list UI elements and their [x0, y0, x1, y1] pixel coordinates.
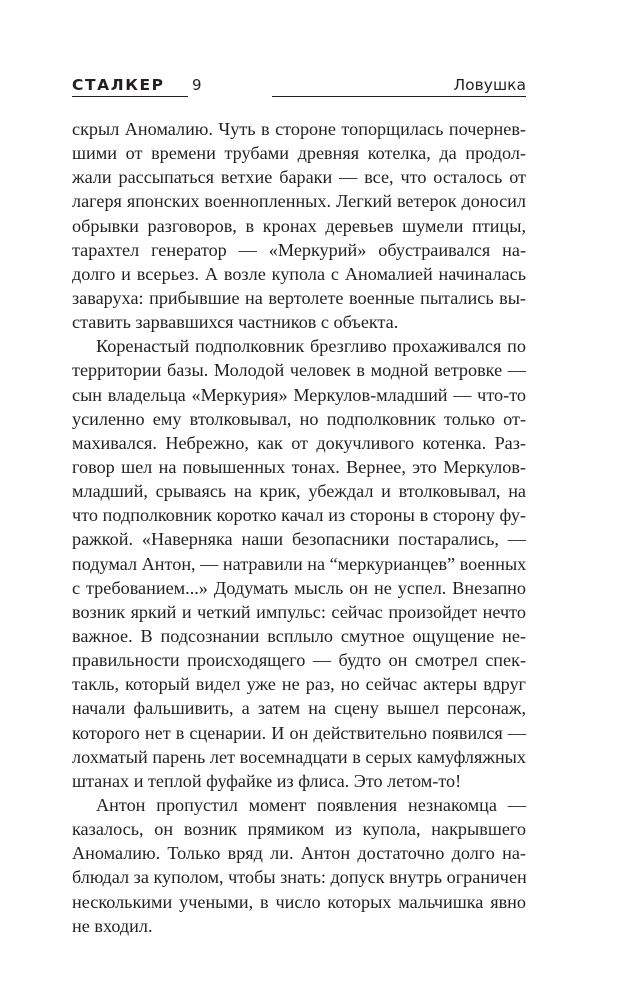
- text-line: Антон пропустил момент появления незнакомца —: [96, 794, 526, 815]
- text-line: Коренастый подполковник брезгливо прохаживался по: [96, 336, 526, 357]
- text-line: начали фальшивить, а затем на сцену вышел персонаж,: [72, 698, 526, 719]
- text-line: возник яркий и четкий импульс: сейчас произойдет нечто: [72, 601, 526, 622]
- text-line: такль, который видел уже не раз, но сейчас актеры вдруг: [72, 674, 526, 695]
- text-line: тарахтел генератор — «Меркурий» обустраивался на-: [72, 239, 526, 260]
- text-line: скрыл Аномалию. Чуть в стороне топорщилась почернев-: [72, 119, 526, 139]
- text-line: говор шел на повышенных тонах. Вернее, это Меркулов-: [72, 456, 526, 477]
- text-line: штанах и теплой фуфайке из флиса. Это летом-то!: [72, 770, 462, 791]
- text-line: ставить зарвавшихся частников с объекта.: [72, 312, 399, 333]
- text-line: что подполковник коротко качал из стороны в сторону фу-: [72, 505, 526, 526]
- chapter-title: Ловушка: [453, 76, 526, 94]
- text-line: жали рассыпаться ветхие бараки — все, что осталось от: [72, 167, 526, 188]
- text-line: лагеря японских военнопленных. Легкий ветерок доносил: [72, 191, 526, 212]
- text-line: правильности происходящего — будто он смотрел спек-: [72, 650, 526, 671]
- body-text: [72, 117, 526, 938]
- text-line: несколькими учеными, в число которых мальчишка явно: [72, 891, 526, 912]
- text-line: младший, срываясь на крик, убеждал и втолковывал, на: [72, 481, 526, 502]
- text-line: подумал Антон, — натравили на “меркурианцев” военных: [72, 553, 527, 574]
- text-line: ражкой. «Наверняка наши безопасники постарались, —: [72, 529, 526, 550]
- text-line: усиленно ему втолковывал, но подполковник только от-: [72, 408, 526, 429]
- text-line: махивался. Небрежно, как от докучливого котенка. Раз-: [72, 432, 526, 453]
- series-title: СТАЛКЕР: [72, 76, 165, 94]
- text-line: сын владельца «Меркурия» Меркулов-младший — что-то: [72, 384, 526, 405]
- header-rule-left: [72, 96, 188, 97]
- text-line: долго и всерьез. А возле купола с Аномалией начиналась: [72, 263, 526, 284]
- running-header: [72, 72, 526, 98]
- text-line: с требованием...» Додумать мысль он не успел. Внезапно: [72, 577, 526, 598]
- paragraph: [72, 334, 526, 793]
- header-rule-right: [272, 96, 526, 97]
- page-number: 9: [192, 76, 202, 94]
- text-line: обрывки разговоров, в кронах деревьев шумели птицы,: [72, 215, 526, 236]
- text-line: шими от времени трубами древняя котелка, да продол-: [72, 143, 526, 164]
- paragraph: [72, 793, 526, 938]
- text-line: блюдал за куполом, чтобы знать: допуск внутрь ограничен: [72, 867, 527, 888]
- text-line: лохматый парень лет восемнадцати в серых камуфляжных: [72, 746, 526, 767]
- text-line: которого нет в сценарии. И он действительно появился —: [72, 722, 526, 743]
- text-line: казалось, он возник прямиком из купола, накрывшего: [72, 819, 526, 840]
- text-line: заваруха: прибывшие на вертолете военные пытались вы-: [72, 287, 526, 308]
- text-line: территории базы. Молодой человек в модной ветровке —: [72, 360, 526, 381]
- paragraph: [72, 117, 526, 334]
- text-line: не входил.: [72, 915, 153, 936]
- text-line: важное. В подсознании всплыло смутное ощущение не-: [72, 625, 526, 646]
- text-line: Аномалию. Только вряд ли. Антон достаточно долго на-: [72, 843, 526, 864]
